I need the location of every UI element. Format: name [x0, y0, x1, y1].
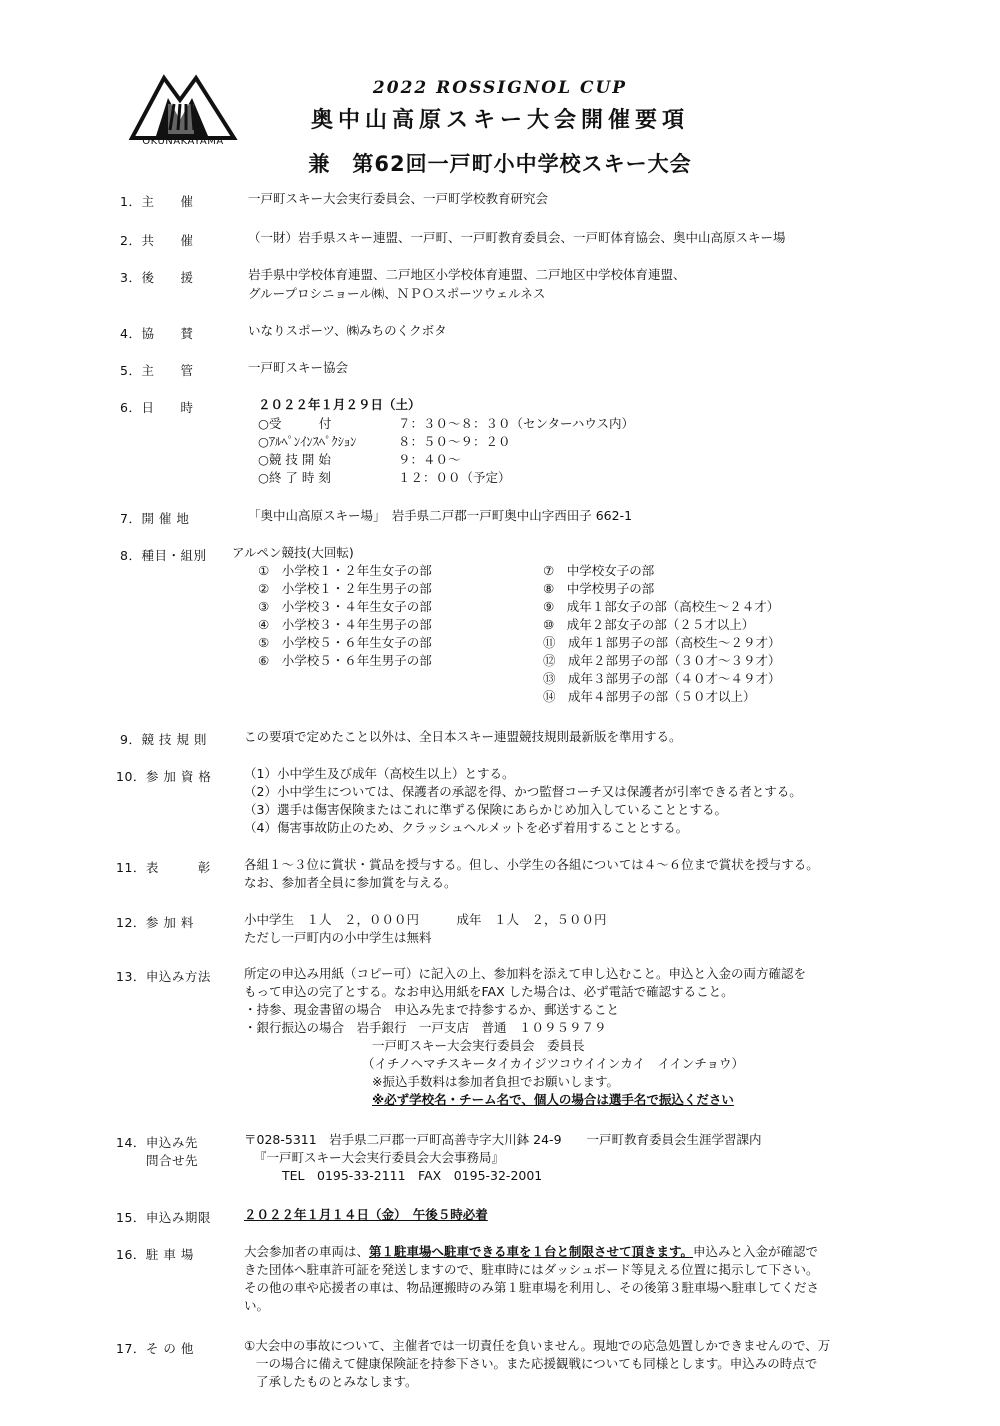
s14-phone: TEL 0195-33-2111 FAX 0195-32-2001	[282, 1168, 543, 1183]
s6-label: 6．日 時	[120, 400, 194, 415]
s8-item-3: ③ 小学校３・４年生女子の部	[258, 599, 432, 614]
s2-text: （一財）岩手県スキー連盟、一戸町、一戸町教育委員会、一戸町体育協会、奥中山高原スキー場	[248, 230, 786, 245]
s16-line4: い。	[244, 1298, 270, 1313]
s8-text: アルペン競技(大回転)	[232, 545, 354, 560]
s3-line1: 岩手県中学校体育連盟、二戸地区小学校体育連盟、二戸地区中学校体育連盟、	[248, 267, 686, 282]
s10-label: 10．参 加 資 格	[116, 769, 212, 784]
s13-label: 13．申込み方法	[116, 969, 211, 984]
logo-text: OKUNAKAYAMA	[142, 136, 224, 147]
s6-row4-time: １２：００（予定）	[398, 470, 511, 485]
s8-item-7: ⑦ 中学校女子の部	[543, 563, 655, 578]
s10-line4: （4）傷害事故防止のため、クラッシュヘルメットを必ず着用することとする。	[244, 820, 689, 835]
s11-line1: 各組１～３位に賞状・賞品を授与する。但し、小学生の各組については４～６位まで賞状を授与する。	[244, 857, 819, 872]
s17-line2: 一の場合に備えて健康保険証を持参下さい。また応援観戦についても同様とします。申込みの時点で	[256, 1356, 818, 1371]
s14-label: 14．申込み先	[116, 1135, 198, 1150]
s1-label: 1．主 催	[120, 194, 194, 209]
s16-line1	[244, 1243, 818, 1261]
title-english: 2022 ROSSIGNOL CUP	[372, 78, 628, 98]
s10-line1: （1）小中学生及び成年（高校生以上）とする。	[244, 766, 515, 781]
s12-line1: 小中学生 １人 ２，０００円 成年 １人 ２，５００円	[244, 912, 607, 927]
s8-label: 8．種目・組別	[120, 548, 207, 563]
s12-label: 12．参 加 料	[116, 915, 194, 930]
s13-line3: ・持参、現金書留の場合 申込み先まで持参するか、郵送すること	[244, 1002, 620, 1017]
s8-item-13: ⑬ 成年３部男子の部（４０才～４９才）	[543, 671, 781, 686]
s16-label: 16．駐 車 場	[116, 1247, 194, 1262]
s8-item-2: ② 小学校１・２年生男子の部	[258, 581, 432, 596]
s8-item-14: ⑭ 成年４部男子の部（５０才以上）	[543, 689, 756, 704]
s8-item-1: ① 小学校１・２年生女子の部	[258, 563, 432, 578]
s6-row4-label: ○終 了 時 刻	[258, 470, 331, 485]
s7-text: 「奥中山高原スキー場」 岩手県二戸郡一戸町奥中山字西田子 662-1	[248, 508, 633, 523]
s8-item-9: ⑨ 成年１部女子の部（高校生～２４才）	[543, 599, 780, 614]
s15-label: 15．申込み期限	[116, 1210, 211, 1225]
s6-date: ２０２２年１月２９日（土）	[258, 397, 421, 412]
s14-office: 『一戸町スキー大会実行委員会大会事務局』	[254, 1150, 505, 1165]
s16-line1-emphasis: 第１駐車場へ駐車できる車を１台と制限させて頂きます。	[369, 1244, 694, 1259]
s9-label: 9．競 技 規 則	[120, 732, 207, 747]
s8-item-6: ⑥ 小学校５・６年生男子の部	[258, 653, 432, 668]
s16-line3: その他の車や応援者の車は、物品運搬時のみ第１駐車場を利用し、その後第３駐車場へ駐車してくださ	[244, 1280, 820, 1295]
s13-line2: もって申込の完了とする。なお申込用紙をFAX した場合は、必ず電話で確認すること。	[244, 984, 734, 999]
s8-item-11: ⑪ 成年１部男子の部（高校生～２９才）	[543, 635, 781, 650]
s10-line2: （2）小中学生については、保護者の承認を得、かつ監督コーチ又は保護者が引率できる者とする。	[244, 784, 802, 799]
s11-line2: なお、参加者全員に参加賞を与える。	[244, 875, 457, 890]
s13-bank-fee: ※振込手数料は参加者負担でお願いします。	[372, 1074, 619, 1089]
s13-line1: 所定の申込み用紙（コピー可）に記入の上、参加料を添えて申し込むこと。申込と入金の両方確認を	[244, 966, 807, 981]
s6-row3-label: ○競 技 開 始	[258, 452, 331, 467]
s8-item-5: ⑤ 小学校５・６年生女子の部	[258, 635, 432, 650]
s17-line3: 了承したものとみなします。	[256, 1374, 418, 1389]
s13-bank-note: ※必ず学校名・チーム名で、個人の場合は選手名で振込ください	[372, 1092, 734, 1107]
s8-item-12: ⑫ 成年２部男子の部（３０才～３９才）	[543, 653, 781, 668]
s6-row1-label: ○受 付	[258, 416, 332, 431]
s4-text: いなりスポーツ、㈱みちのくクボタ	[248, 323, 447, 338]
s12-line2: ただし一戸町内の小中学生は無料	[244, 930, 432, 945]
s14-label2: 問合せ先	[146, 1153, 199, 1168]
page-title: 奥中山高原スキー大会開催要項	[310, 108, 689, 133]
s1-text: 一戸町スキー大会実行委員会、一戸町学校教育研究会	[248, 191, 549, 206]
s10-line3: （3）選手は傷害保険またはこれに準ずる保険にあらかじめ加入していることとする。	[244, 802, 727, 817]
s17-line1: ①大会中の事故について、主催者では一切責任を負いません。現地での応急処置しかできませんので、万	[244, 1338, 831, 1353]
s3-line2: グループロシニョール㈱、ＮＰＯスポーツウェルネス	[248, 286, 546, 301]
s17-label: 17．そ の 他	[116, 1341, 194, 1356]
s8-item-8: ⑧ 中学校男子の部	[543, 581, 655, 596]
s14-address: 〒028-5311 岩手県二戸郡一戸町高善寺字大川鉢 24-9 一戸町教育委員会生涯学習課内	[244, 1132, 762, 1147]
s15-deadline: ２０２２年１月１４日（金） 午後５時必着	[244, 1207, 488, 1222]
s6-row3-time: ９：４０～	[398, 452, 461, 467]
s9-text: この要項で定めたこと以外は、全日本スキー連盟競技規則最新版を準用する。	[244, 729, 682, 744]
s3-label: 3．後 援	[120, 270, 194, 285]
s7-label: 7．開 催 地	[120, 511, 190, 526]
s13-bank-kana: （イチノヘマチスキータイカイジツコウイインカイ イインチョウ）	[362, 1056, 745, 1071]
s5-text: 一戸町スキー協会	[248, 360, 349, 375]
s6-row2-time: ８：５０～９：２０	[398, 434, 511, 449]
s16-line1-a: 大会参加者の車両は、	[244, 1244, 370, 1259]
s16-line2: きた団体へ駐車許可証を発送しますので、駐車時にはダッシュボード等見える位置に掲示して下さい。	[244, 1262, 819, 1277]
s13-line4: ・銀行振込の場合 岩手銀行 一戸支店 普通 １０９５９７９	[244, 1020, 607, 1035]
s11-label: 11．表 彰	[116, 860, 211, 875]
s16-line1-c: 申込みと入金が確認で	[693, 1244, 819, 1259]
s2-label: 2．共 催	[120, 233, 194, 248]
s4-label: 4．協 賛	[120, 326, 194, 341]
s5-label: 5．主 管	[120, 363, 194, 378]
s13-bank-name: 一戸町スキー大会実行委員会 委員長	[372, 1038, 585, 1053]
s8-item-4: ④ 小学校３・４年生男子の部	[258, 617, 432, 632]
page-subtitle: 兼 第62回一戸町小中学校スキー大会	[308, 152, 692, 176]
s6-row2-label: ○ｱﾙﾍﾟﾝｲﾝｽﾍﾟｸｼｮﾝ	[258, 434, 357, 449]
s6-row1-time: ７：３０～８：３０（センターハウス内）	[398, 416, 635, 431]
s8-item-10: ⑩ 成年２部女子の部（２５才以上）	[543, 617, 755, 632]
